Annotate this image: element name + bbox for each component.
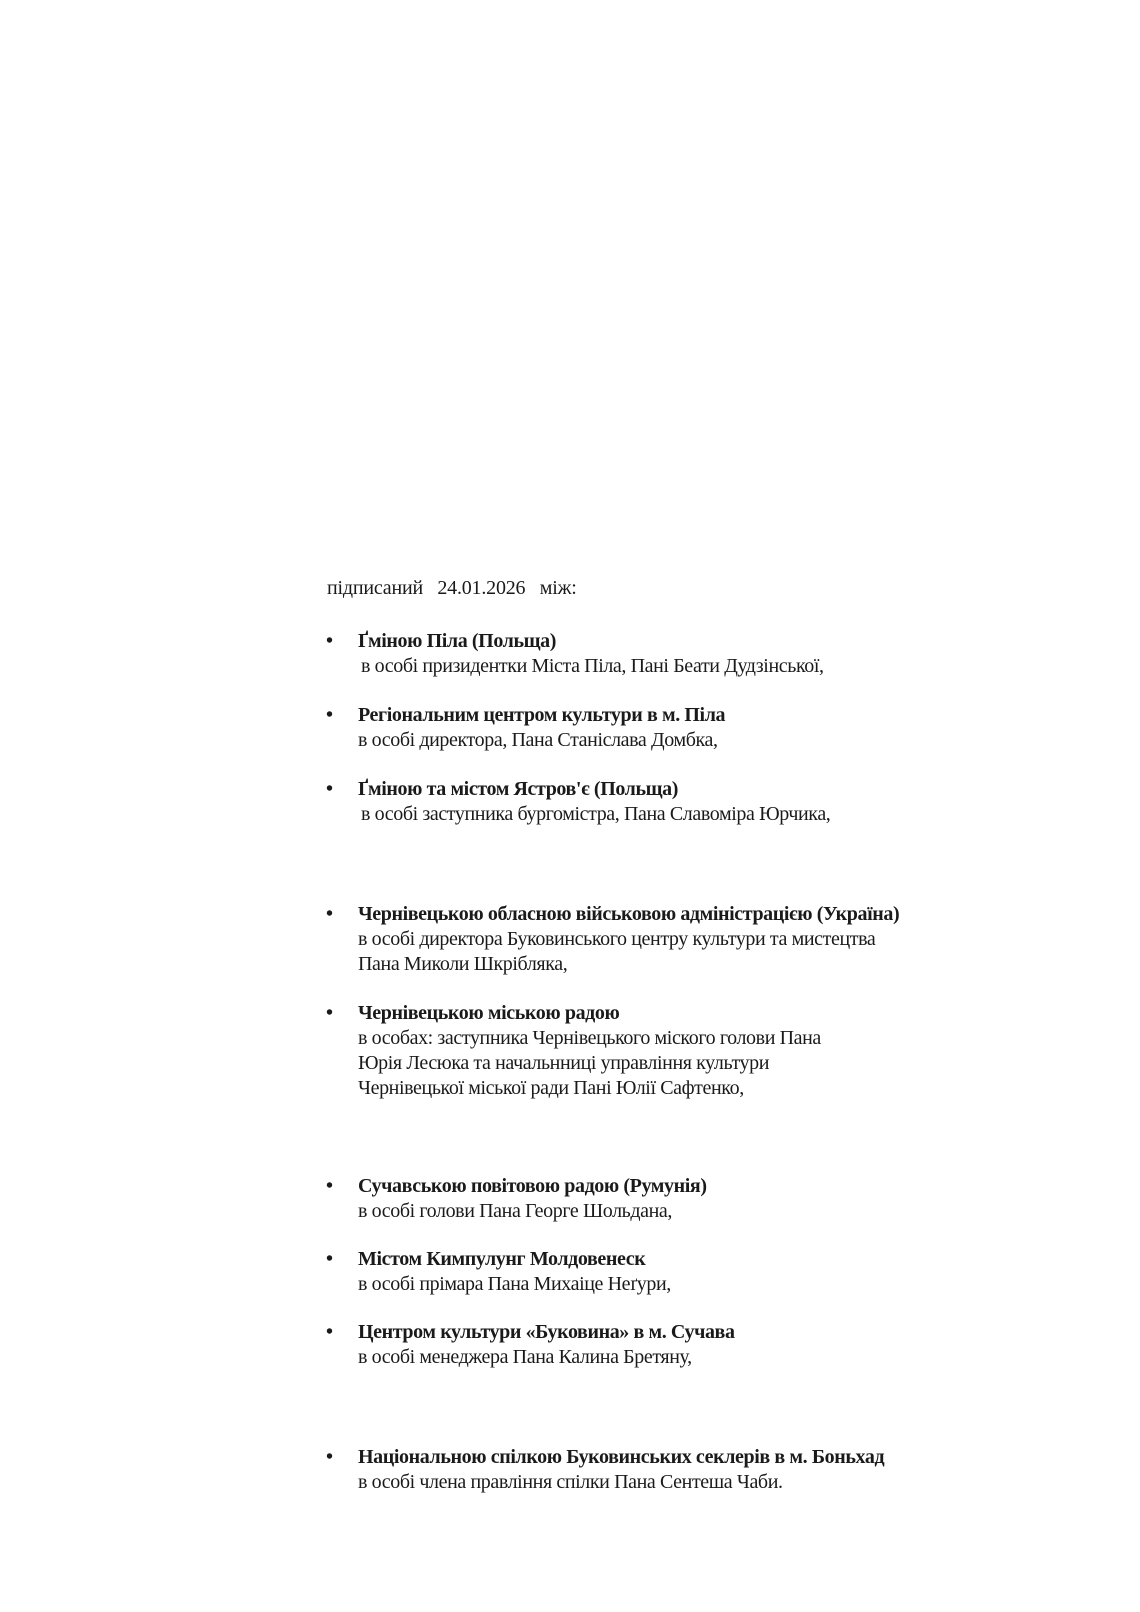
- party-representative: [358, 1199, 672, 1224]
- bullet-icon: •: [326, 903, 334, 925]
- representative-line: в особах: заступника Чернівецького міского голови Пана: [358, 1027, 821, 1049]
- party-name: Ґміною Піла (Польща): [358, 630, 557, 652]
- party-representative: [358, 1026, 821, 1101]
- party-representative: [361, 654, 824, 679]
- bullet-icon: •: [326, 1002, 334, 1024]
- representative-line: Юрія Лесюка та начальнниці управління культури: [358, 1052, 770, 1074]
- between-label: між:: [539, 577, 577, 599]
- party-name: Ґміною та містом Ястров'є (Польща): [358, 778, 679, 800]
- representative-line: в особі голови Пана Георге Шольдана,: [358, 1200, 672, 1222]
- representative-line: в особі прімара Пана Михаіце Неґури,: [358, 1273, 671, 1295]
- party-name: Чернівецькою міською радою: [358, 1002, 620, 1024]
- signing-date: 24.01.2026: [437, 577, 526, 599]
- party-representative: [358, 1272, 671, 1297]
- bullet-icon: •: [326, 778, 334, 800]
- signing-intro: [327, 576, 577, 600]
- bullet-icon: •: [326, 1175, 334, 1197]
- representative-line: Чернівецької міської ради Пані Юлії Сафтенко,: [358, 1077, 744, 1099]
- party-name: Чернівецькою обласною військовою адміністрацією (Україна): [358, 903, 900, 925]
- bullet-icon: •: [326, 1321, 334, 1343]
- bullet-icon: •: [326, 1446, 334, 1468]
- party-representative: [358, 728, 718, 753]
- representative-line: в особі директора, Пана Станіслава Домбка,: [358, 729, 718, 751]
- representative-line: в особі члена правління спілки Пана Сентеша Чаби.: [358, 1471, 783, 1493]
- party-name: Регіональним центром культури в м. Піла: [358, 704, 726, 726]
- party-representative: [358, 1470, 783, 1495]
- representative-line: Пана Миколи Шкрібляка,: [358, 953, 568, 975]
- party-name: Центром культури «Буковина» в м. Сучава: [358, 1321, 735, 1343]
- party-name: Національною спілкою Буковинських секлерів в м. Боньхад: [358, 1446, 885, 1468]
- signed-label: підписаний: [327, 577, 423, 599]
- party-name: Сучавською повітовою радою (Румунія): [358, 1175, 707, 1197]
- party-representative: [361, 802, 830, 827]
- representative-line: в особі менеджера Пана Калина Бретяну,: [358, 1346, 692, 1368]
- representative-line: в особі директора Буковинського центру культури та мистецтва: [358, 928, 876, 950]
- party-representative: [358, 927, 875, 977]
- party-representative: [358, 1345, 692, 1370]
- representative-line: в особі призидентки Міста Піла, Пані Беати Дудзінської,: [361, 655, 824, 677]
- representative-line: в особі заступника бургомістра, Пана Славоміра Юрчика,: [361, 803, 831, 825]
- bullet-icon: •: [326, 704, 334, 726]
- party-name: Містом Кимпулунг Молдовенеск: [358, 1248, 646, 1270]
- bullet-icon: •: [326, 630, 334, 652]
- bullet-icon: •: [326, 1248, 334, 1270]
